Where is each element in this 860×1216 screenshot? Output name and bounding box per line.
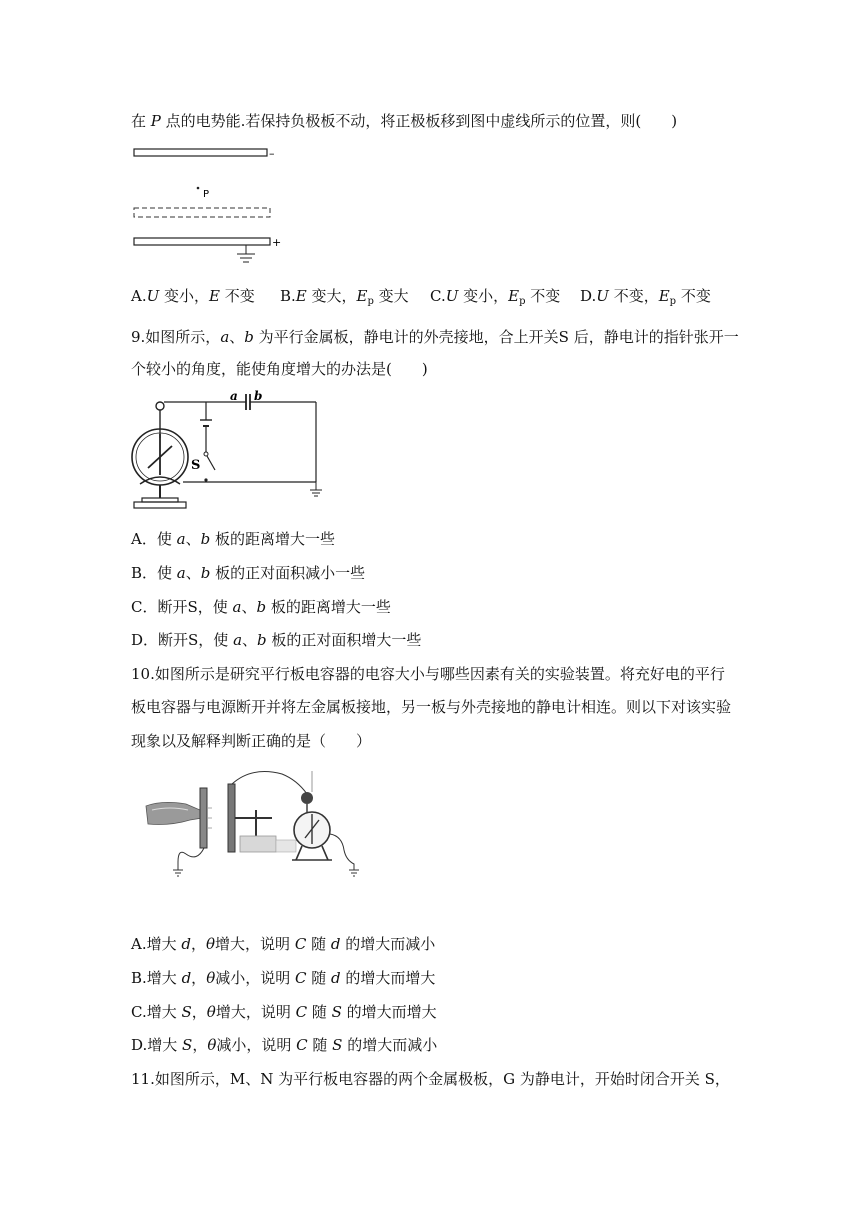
switch-s <box>207 456 215 470</box>
q10-option-d[interactable]: D.增大 S，θ减小，说明 C 随 S 的增大而减小 <box>131 1036 438 1054</box>
left-plate <box>200 788 207 848</box>
q9-option-b[interactable]: B．使 a、b 板的正对面积减小一些 <box>131 564 366 582</box>
q8-capacitor-figure <box>128 144 288 269</box>
q10-option-a[interactable]: A.增大 d，θ增大，说明 C 随 d 的增大而减小 <box>131 935 436 953</box>
label-s: S <box>191 458 201 473</box>
minus-sign: – <box>269 147 275 160</box>
q8-option-a[interactable]: A.U 变小，E 不变 <box>131 287 255 305</box>
plus-sign: + <box>272 236 282 249</box>
q8-option-c[interactable]: C.U 变小，$E_p$ 不变 <box>430 287 561 307</box>
q10-experiment-photo <box>142 766 367 881</box>
q8-option-d[interactable]: D.U 不变，$E_p$ 不变 <box>580 287 711 307</box>
q10-option-b[interactable]: B.增大 d，θ减小，说明 C 随 d 的增大而增大 <box>131 969 436 987</box>
q9-option-a[interactable]: A．使 a、b 板的距离增大一些 <box>131 530 335 548</box>
right-plate <box>228 784 235 852</box>
q10-option-c[interactable]: C.增大 S，θ增大，说明 C 随 S 的增大而增大 <box>131 1003 437 1021</box>
q8-option-b[interactable]: B.E 变大，$E_p$ 变大 <box>280 287 409 307</box>
q9-option-d[interactable]: D．断开S，使 a、b 板的正对面积增大一些 <box>131 631 422 649</box>
q9-option-c[interactable]: C．断开S，使 a、b 板的距离增大一些 <box>131 598 391 616</box>
electroscope-knob <box>156 402 164 410</box>
q10-stem-line2: 板电容器与电源断开并将左金属板接地，另一板与外壳接地的静电计相连。则以下对该实验 <box>131 698 732 716</box>
q8-stem: 在 P 点的电势能.若保持负极板不动，将正极板移到图中虚线所示的位置，则( ) <box>131 112 678 130</box>
hand-icon <box>146 802 202 824</box>
point-p-dot <box>197 187 200 190</box>
label-a: a <box>230 390 238 403</box>
q10-stem-line1: 10.如图所示是研究平行板电容器的电容大小与哪些因素有关的实验装置。将充好电的平行 <box>131 665 725 683</box>
electrometer-knob <box>301 792 313 804</box>
q9-stem-line1: 9.如图所示，a、b 为平行金属板，静电计的外壳接地，合上开关S 后，静电计的指针张开一 <box>131 328 739 346</box>
dashed-plate <box>134 208 270 217</box>
point-p-label: P <box>203 189 210 200</box>
label-b: b <box>254 390 263 403</box>
q9-electroscope-circuit-figure <box>128 390 328 515</box>
q9-stem-line2: 个较小的角度，能使角度增大的办法是( ) <box>131 360 428 378</box>
q11-stem-line1: 11.如图所示，M、N 为平行板电容器的两个金属极板，G 为静电计，开始时闭合开关 S， <box>131 1070 730 1088</box>
q10-stem-line3: 现象以及解释判断正确的是（ ） <box>131 732 372 750</box>
positive-plate <box>134 238 270 245</box>
negative-plate <box>134 149 267 156</box>
